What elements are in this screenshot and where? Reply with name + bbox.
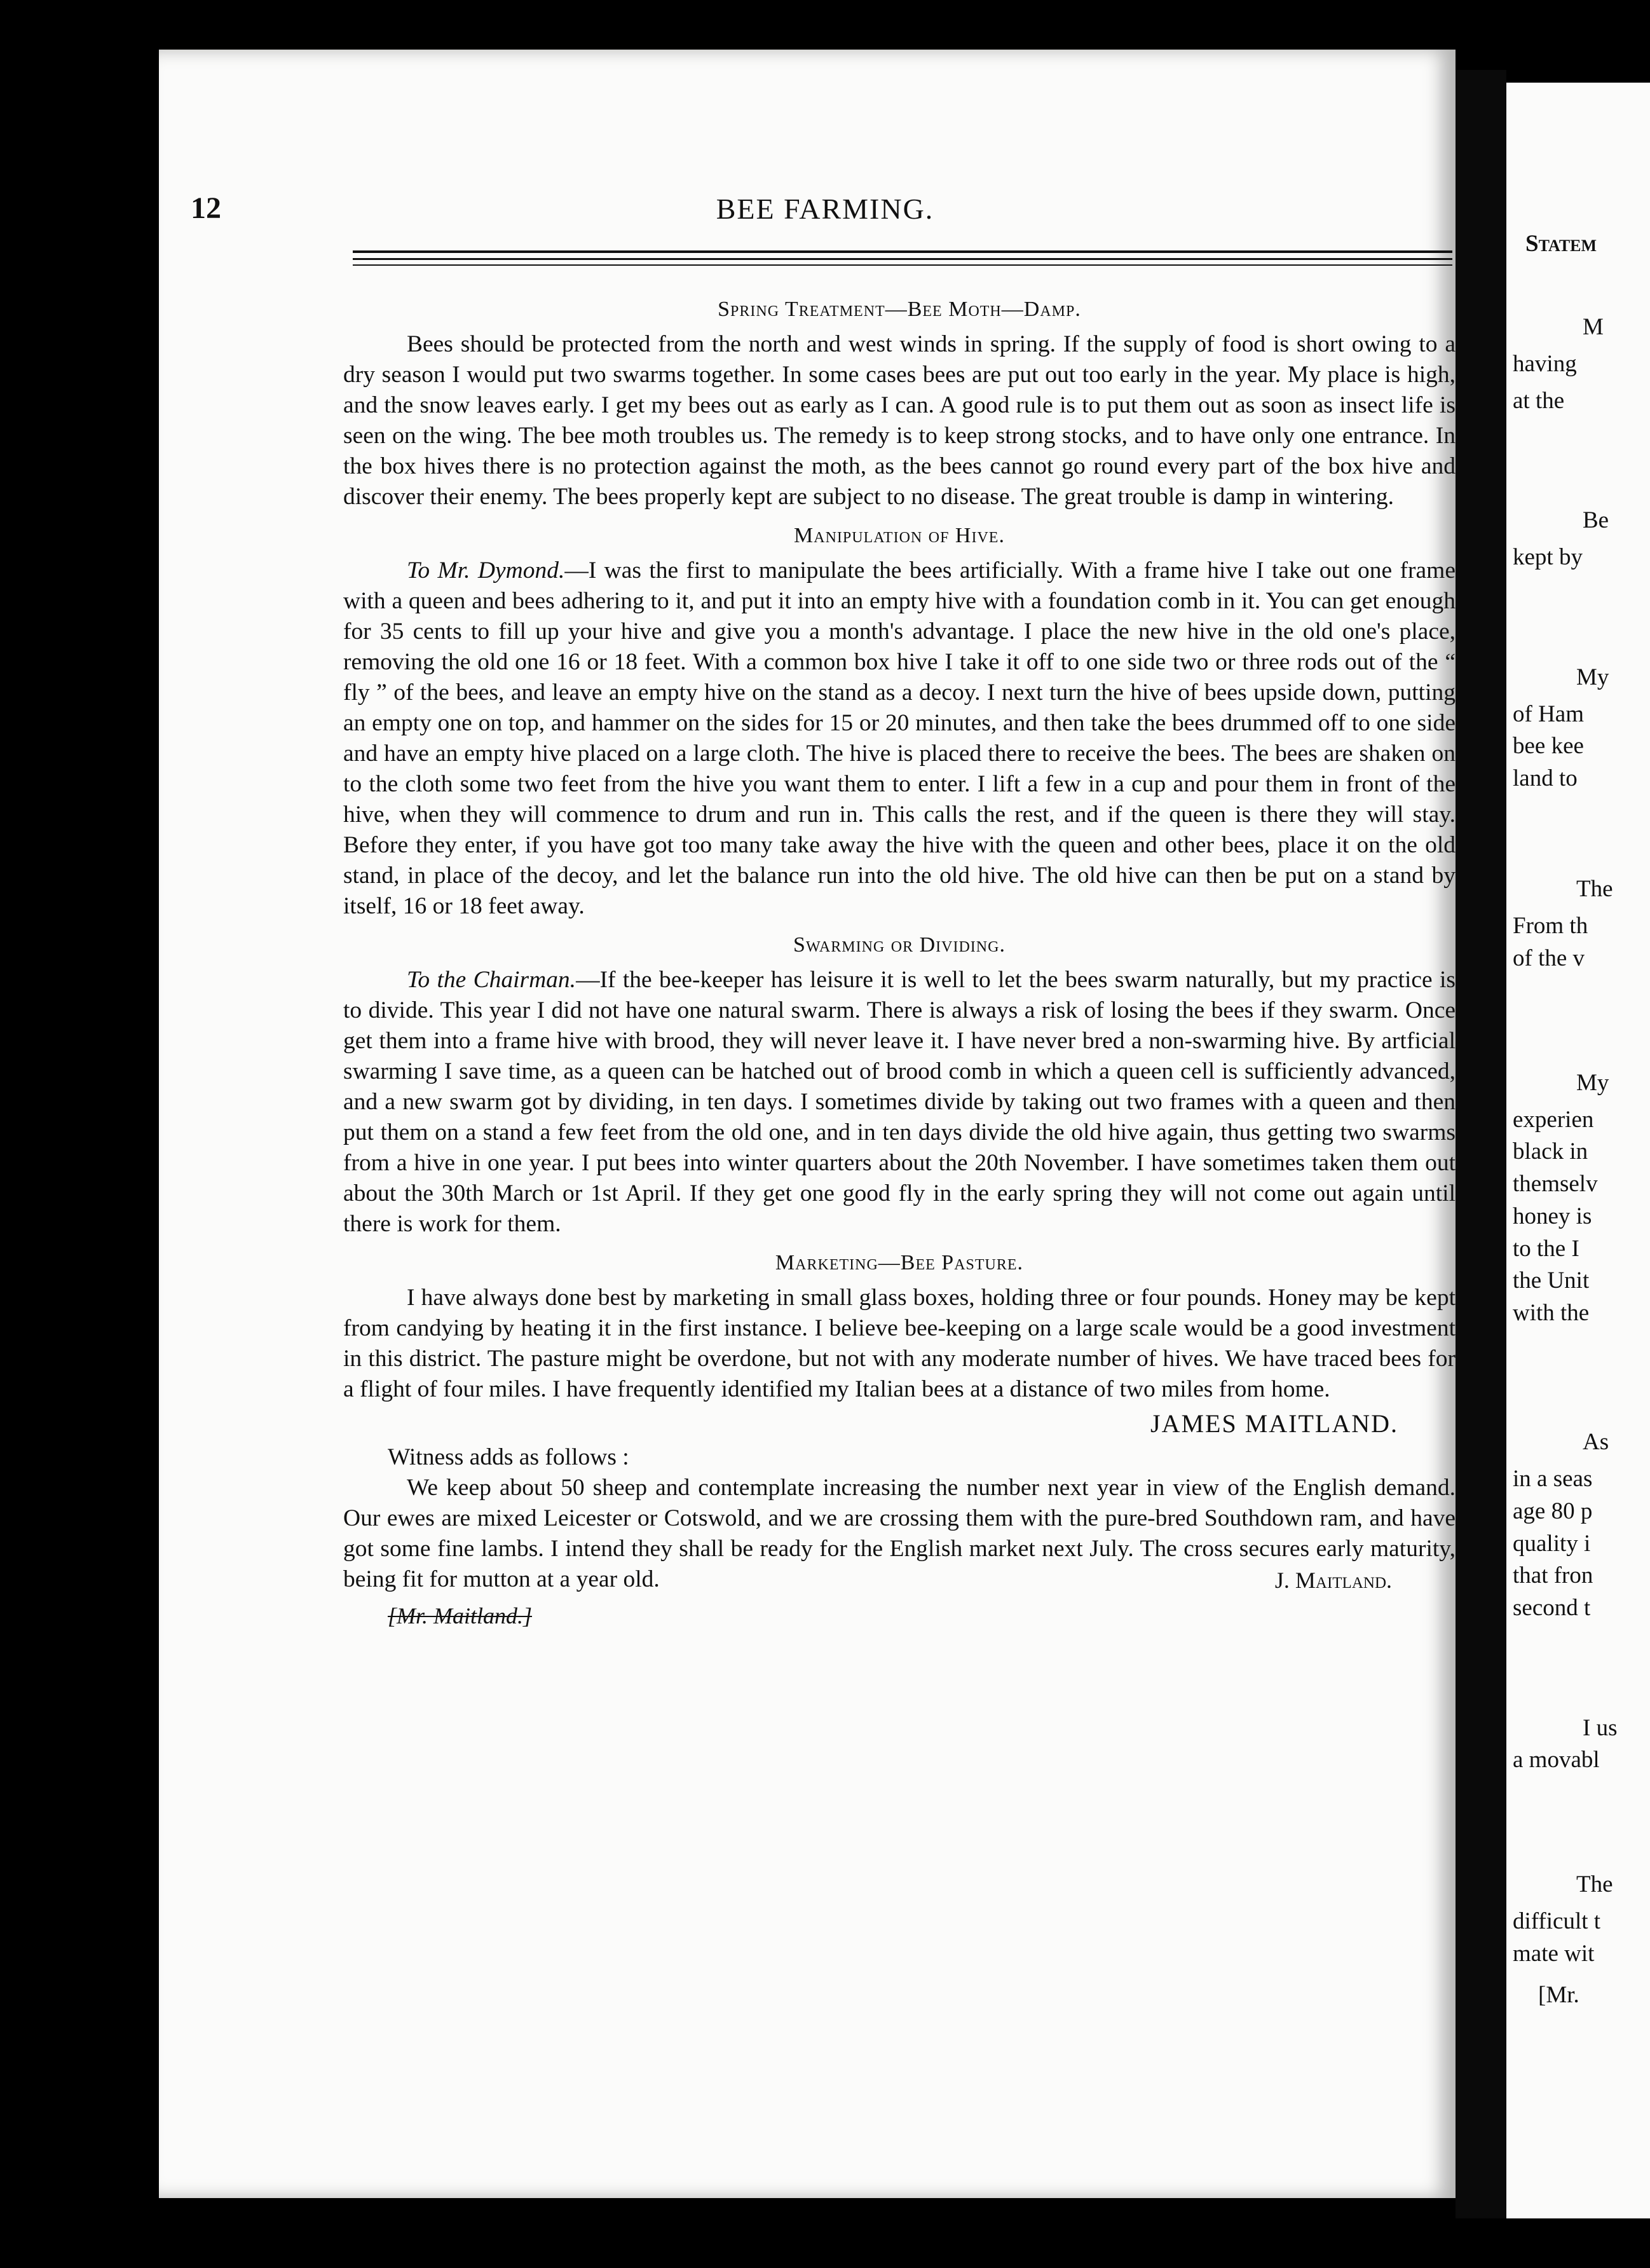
facing-page-line: of Ham [1513,700,1584,727]
section-manipulation-of-hive [343,524,1456,922]
paragraph [343,1283,1456,1405]
facing-page-line: the Unit [1513,1267,1590,1294]
page-header [191,191,1459,242]
facing-page-line: a movabl [1513,1747,1600,1773]
facing-page-line: that fron [1513,1562,1593,1589]
header-rule-middle [353,258,1452,260]
facing-page-line: bee kee [1513,733,1584,760]
addressee: To Mr. Dymond. [407,557,565,584]
header-rule-thin [353,264,1452,266]
paragraph-text: —I was the first to manipulate the bees artificially. With a frame hive I take out one frame with a queen and bees adhering to it, and put it into an empty hive with a foundation comb in it. You can get enough for 35 cents to fill up your hive and give you a month's advantage. I place the new hive in the old one's place, removing the old one 16 or 18 feet. With a common box hive I take it off to one side two or three rods out of the “ fly ” of the bees, and leave an empty hive on the stand as a decoy. I next turn the hive of bees upside down, putting an empty one on top, and hammer on the sides for 15 or 20 minutes, and then take the bees drummed off to one side and have an empty hive placed on a large cloth. The hive is placed there to receive the bees. The bees are shaken on to the cloth some two feet from the hive you want them to enter. I lift a few in a cup and pour them in front of the hive, when they will commence to drum and run in. This calls the rest, and if the queen is there they will stay. Before they enter, if you have got too many take away the hive with the queen and other bees, place it on the old stand, in place of the decoy, and let the balance run into the old hive. The old hive can then be put on a stand by itself, 16 or 18 feet away. [343,557,1456,919]
section-heading: Swarming or Dividing. [793,933,1006,957]
section-spring-treatment [343,297,1456,512]
facing-page-line: difficult t [1513,1908,1601,1934]
facing-page-line: of the v [1513,945,1585,971]
header-rule-thick [353,250,1452,253]
facing-page-line: land to [1513,765,1578,791]
facing-page-line: The [1576,876,1613,902]
addressee: To the Chairman. [407,967,576,993]
left-scan-border [0,0,159,2268]
paragraph-text: I have always done best by marketing in small glass boxes, holding three or four pounds. Honey may be kept from candying by heating it in the first instance. I believe bee-keeping on a large scale would be a good investment in this district. The pasture might be overdone, but not with any moderate number of hives. We have traced bees for a flight of four miles. I have frequently identified my Italian bees at a distance of two miles from home. [343,1285,1456,1402]
facing-page-line: black in [1513,1138,1588,1165]
facing-page-line: in a seas [1513,1466,1593,1492]
facing-page-line: themselv [1513,1171,1598,1197]
facing-page-line: Statem [1525,231,1597,257]
facing-page-line: kept by [1513,544,1583,570]
section-heading: Marketing—Bee Pasture. [775,1251,1024,1274]
facing-page-line: I us [1583,1714,1618,1741]
paragraph [343,329,1456,512]
paragraph-text: We keep about 50 sheep and contemplate increasing the number next year in view of the English demand. Our ewes are mixed Leicester or Cotswold, and we are crossing them with the pure-bred Southdown ram, and have got some fine lambs. I intend they shall be ready for the English market next July. The cross secures early maturity, being fit for mutton at a year old. [343,1475,1456,1592]
facing-page-line: second t [1513,1595,1591,1621]
page-body [343,286,1456,1629]
facing-page-line: quality i [1513,1530,1591,1557]
facing-page-line: age 80 p [1513,1498,1593,1524]
section-marketing-bee-pasture [343,1251,1456,1405]
facing-page-line: [Mr. [1538,1982,1579,2008]
section-heading: Manipulation of Hive. [794,524,1005,547]
facing-page-line: experien [1513,1106,1594,1133]
signature-j-maitland: J. Maitland. [1274,1568,1392,1593]
book-spine-gutter [1456,70,1506,2218]
page-number: 12 [191,191,221,225]
witness-intro: Witness adds as follows : [388,1444,629,1470]
facing-page-line: having [1513,350,1577,377]
paragraph-text: —If the bee-keeper has leisure it is well to let the bees swarm naturally, but my practice is to divide. This year I did not have one natural swarm. There is always a risk of losing the bees if they swarm. Once get them into a frame hive with brood, they will never leave it. I have never bred a non-swarming hive. By artficial swarming I save time, as a queen can be hatched out of brood comb in which a queen cell is sufficiently advanced, and a new swarm got by dividing, in ten days. I sometimes divide by taking out two frames with a queen and then put them on a stand a few feet from the old one, and in ten days divide the old hive again, thus getting two swarms from a hive in one year. I put bees into winter quarters about the 20th November. I have sometimes taken them out about the 30th March or 1st April. If they get one good fly in the early spring they will not come out again until there is work for them. [343,967,1456,1237]
section-swarming-or-dividing [343,933,1456,1240]
facing-page-line: The [1576,1871,1613,1897]
paragraph [343,965,1456,1240]
facing-page-fragment [1506,83,1650,2218]
running-head: BEE FARMING. [716,193,934,225]
section-heading: Spring Treatment—Bee Moth—Damp. [718,297,1081,321]
facing-page-line: with the [1513,1300,1590,1326]
bracket-note: [Mr. Maitland.] [388,1603,533,1629]
facing-page-line: mate wit [1513,1940,1595,1967]
facing-page-line: honey is [1513,1203,1592,1229]
facing-page-line: My [1576,1069,1609,1096]
facing-page-line: Be [1583,507,1609,533]
paragraph-text: Bees should be protected from the north and west winds in spring. If the supply of food is short owing to a dry season I would put two swarms together. In some cases bees are put out too early in the year. My place is high, and the snow leaves early. I get my bees out as early as I can. A good rule is to put them out as soon as insect life is seen on the wing. The bee moth troubles us. The remedy is to keep strong stocks, and to have only one entrance. In the box hives there is no protection against the moth, as the bees cannot go round every part of the box hive and discover their enemy. The bees properly kept are subject to no disease. The great trouble is damp in wintering. [343,331,1456,510]
facing-page-line: M [1583,313,1604,340]
paragraph [343,556,1456,922]
facing-page-line: My [1576,664,1609,690]
facing-page-line: at the [1513,387,1565,414]
facing-page-line: to the I [1513,1235,1579,1262]
facing-page-line: As [1583,1429,1609,1455]
facing-page-line: From th [1513,913,1588,939]
signature-james-maitland: JAMES MAITLAND. [1150,1409,1398,1438]
